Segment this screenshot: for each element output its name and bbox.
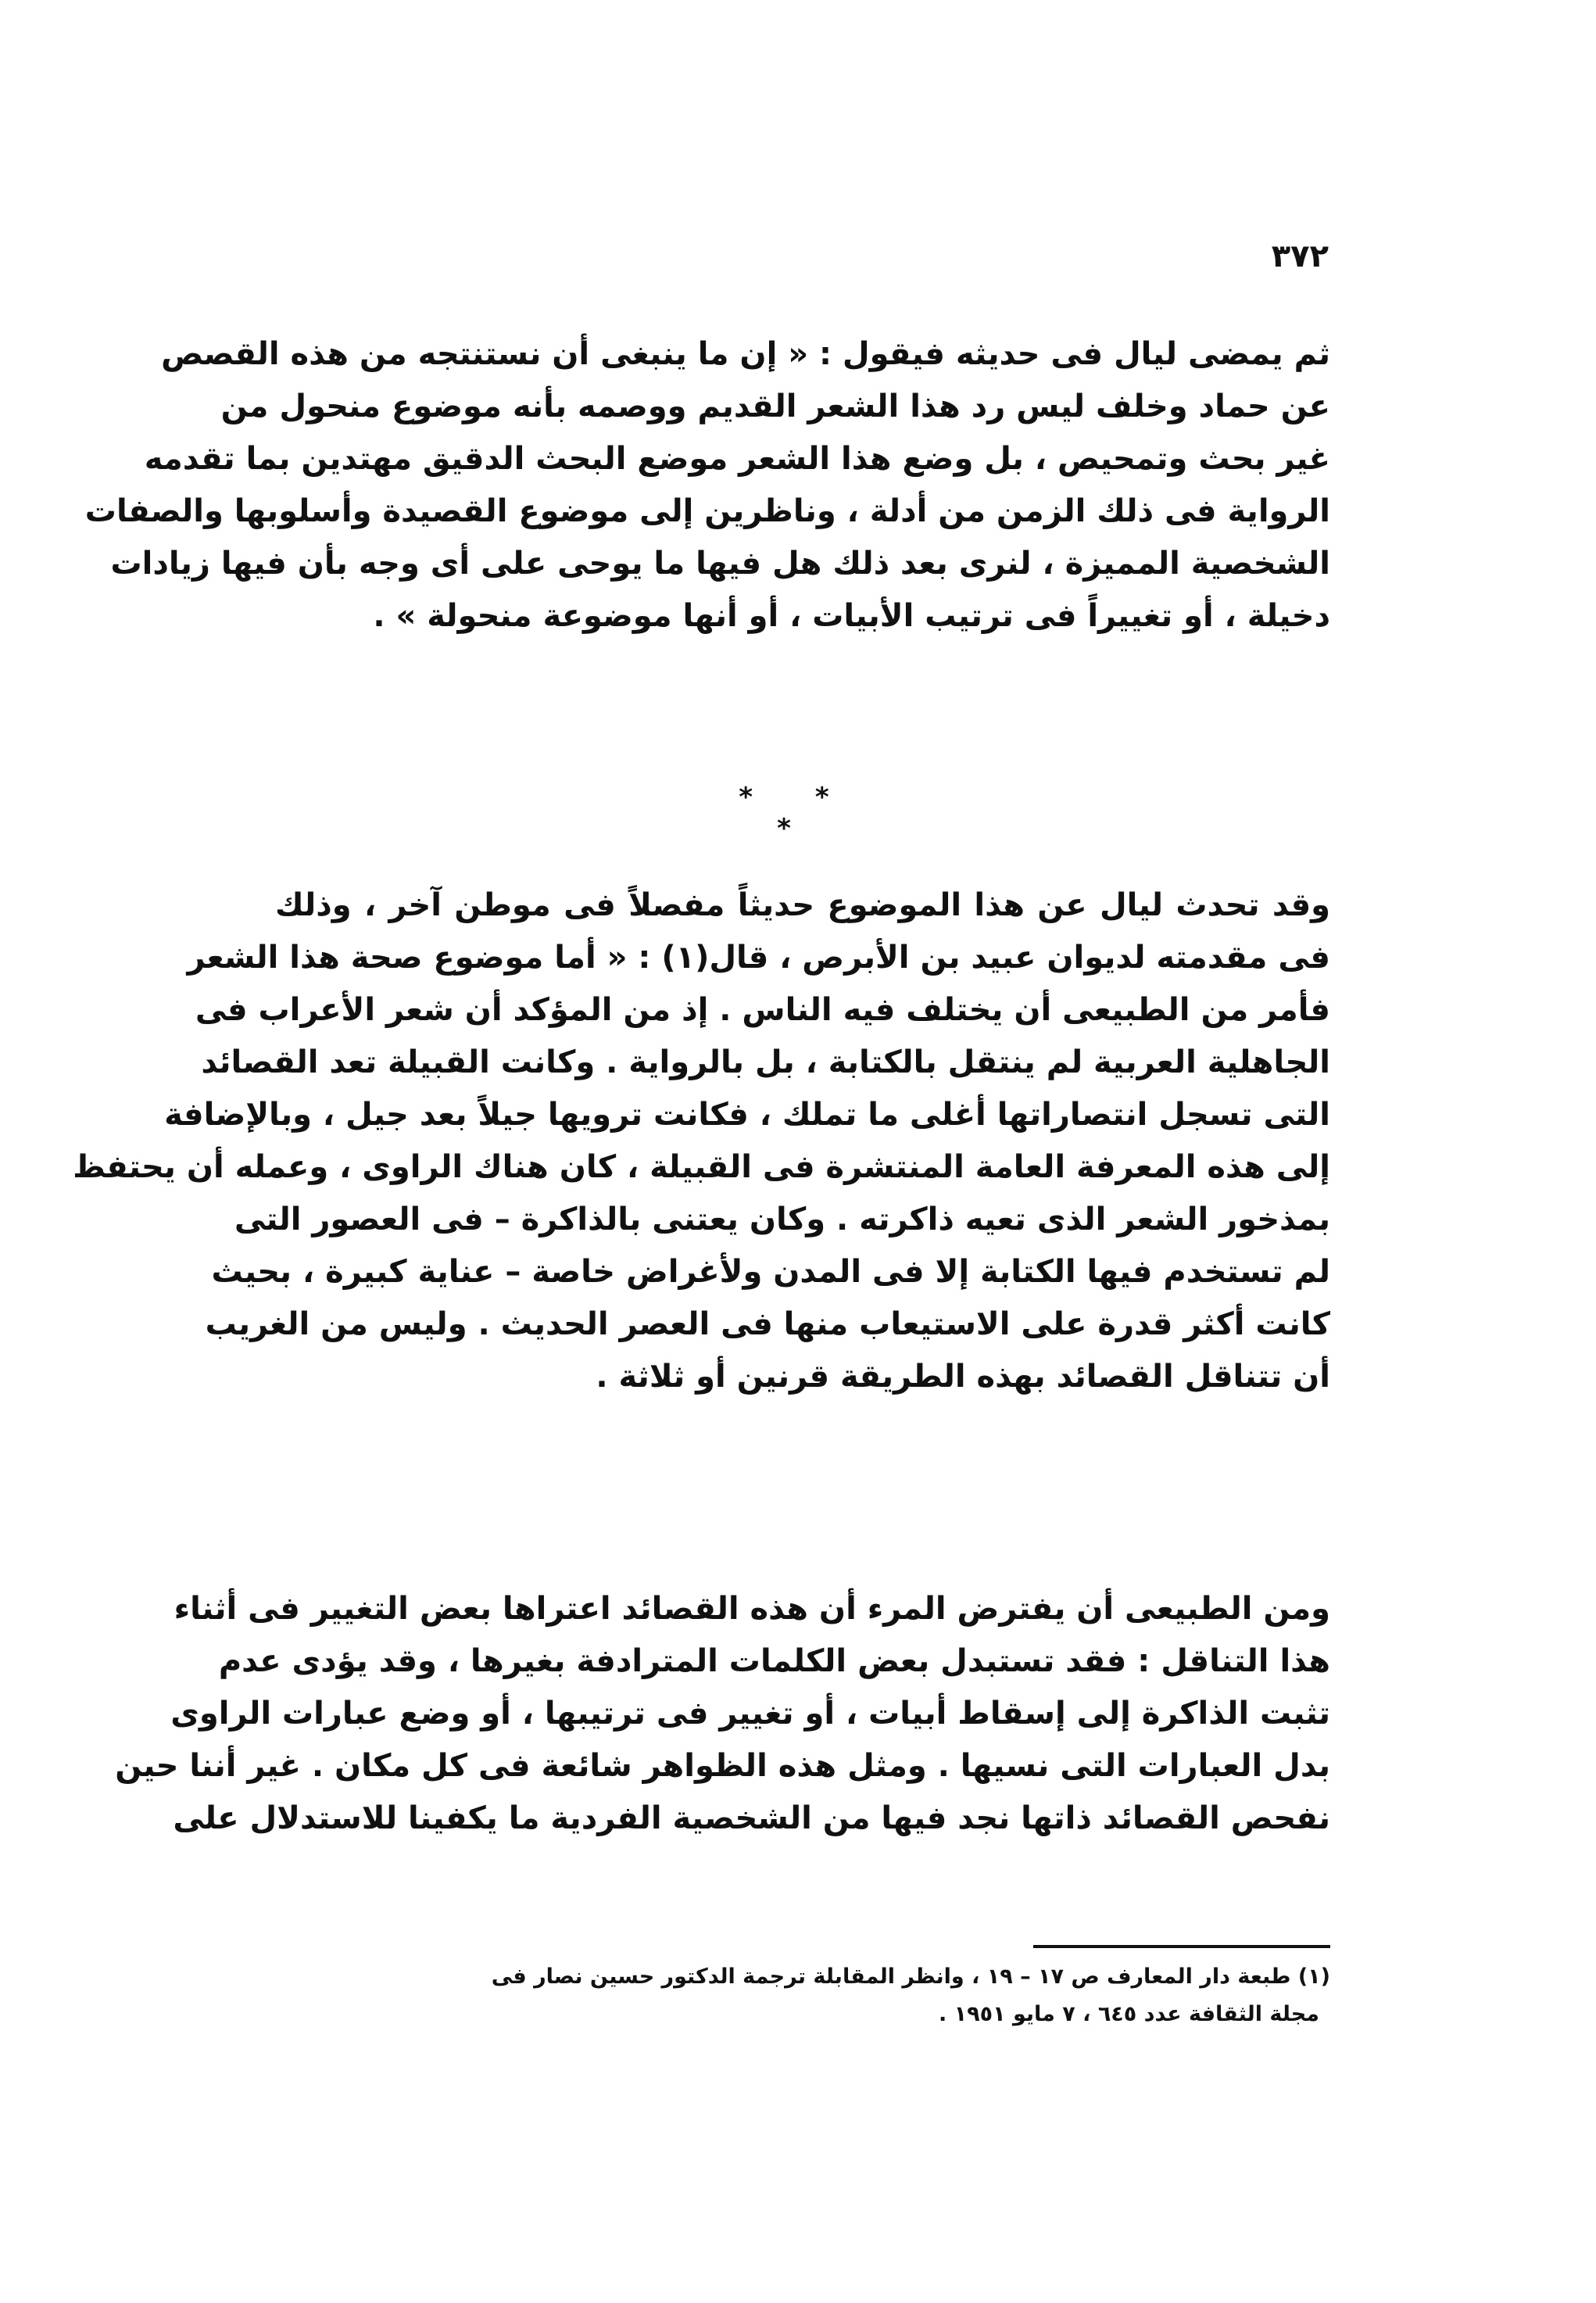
text-line: ثم يمضى ليال فى حديثه فيقول : « إن ما ينبغى أن نستنتجه من هذه القصص [161,336,1330,372]
text-line: وقد تحدث ليال عن هذا الموضوع حديثاً مفصلاً فى موطن آخر ، وذلك [275,887,1330,923]
text-line: الشخصية المميزة ، لنرى بعد ذلك هل فيها ما يوحى على أى وجه بأن فيها زيادات [110,546,1330,582]
page-number: ٣٧٢ [1271,238,1329,274]
text-line: إلى هذه المعرفة العامة المنتشرة فى القبيلة ، كان هناك الراوى ، وعمله أن يحتفظ [73,1149,1330,1185]
section-separator: * * * [739,782,856,844]
footnote-divider [1033,1945,1330,1948]
paragraph-lyall-quote [84,328,1330,643]
text-line: بمذخور الشعر الذى تعيه ذاكرته . وكان يعتنى بالذاكرة – فى العصور التى [234,1202,1330,1237]
text-line: بدل العبارات التى نسيها . ومثل هذه الظواهر شائعة فى كل مكان . غير أننا حين [115,1748,1330,1784]
text-line: عن حماد وخلف ليس رد هذا الشعر القديم ووصمه بأنه موضوع منحول من [220,389,1330,424]
text-line: فى مقدمته لديوان عبيد بن الأبرص ، قال(١) : « أما موضوع صحة هذا الشعر [187,940,1330,976]
text-line: تثبت الذاكرة إلى إسقاط أبيات ، أو تغيير فى ترتيبها ، أو وضع عبارات الراوى [170,1696,1330,1732]
text-line: كانت أكثر قدرة على الاستيعاب منها فى العصر الحديث . وليس من الغريب [205,1306,1330,1342]
footnote-1 [275,1958,1330,2033]
text-line: ومن الطبيعى أن يفترض المرء أن هذه القصائد اعتراها بعض التغيير فى أثناء [174,1591,1330,1627]
text-line: لم تستخدم فيها الكتابة إلا فى المدن ولأغراض خاصة – عناية كبيرة ، بحيث [211,1254,1330,1290]
paragraph-transmission-changes [115,1583,1330,1845]
footnote-line: مجلة الثقافة عدد ٦٤٥ ، ٧ مايو ١٩٥١ . [938,2002,1319,2026]
text-line: نفحص القصائد ذاتها نجد فيها من الشخصية الفردية ما يكفينا للاستدلال على [173,1800,1330,1836]
text-line: أن تتناقل القصائد بهذه الطريقة قرنين أو ثلاثة . [596,1359,1330,1395]
text-line: غير بحث وتمحيص ، بل وضع هذا الشعر موضع البحث الدقيق مهتدين بما تقدمه [144,441,1330,477]
text-line: الجاهلية العربية لم ينتقل بالكتابة ، بل بالرواية . وكانت القبيلة تعد القصائد [201,1044,1330,1080]
text-line: دخيلة ، أو تغييراً فى ترتيب الأبيات ، أو أنها موضوعة منحولة » . [373,598,1330,634]
paragraph-diwan-introduction [73,879,1330,1403]
text-line: فأمر من الطبيعى أن يختلف فيه الناس . إذ من المؤكد أن شعر الأعراب فى [195,992,1330,1028]
text-line: التى تسجل انتصاراتها أغلى ما تملك ، فكانت ترويها جيلاً بعد جيل ، وبالإضافة [164,1097,1330,1133]
footnote-line: (١) طبعة دار المعارف ص ١٧ – ١٩ ، وانظر المقابلة ترجمة الدكتور حسين نصار فى [491,1965,1330,1989]
text-line: هذا التناقل : فقد تستبدل بعض الكلمات المترادفة بغيرها ، وقد يؤدى عدم [218,1643,1330,1679]
text-line: الرواية فى ذلك الزمن من أدلة ، وناظرين إلى موضوع القصيدة وأسلوبها والصفات [84,493,1330,529]
